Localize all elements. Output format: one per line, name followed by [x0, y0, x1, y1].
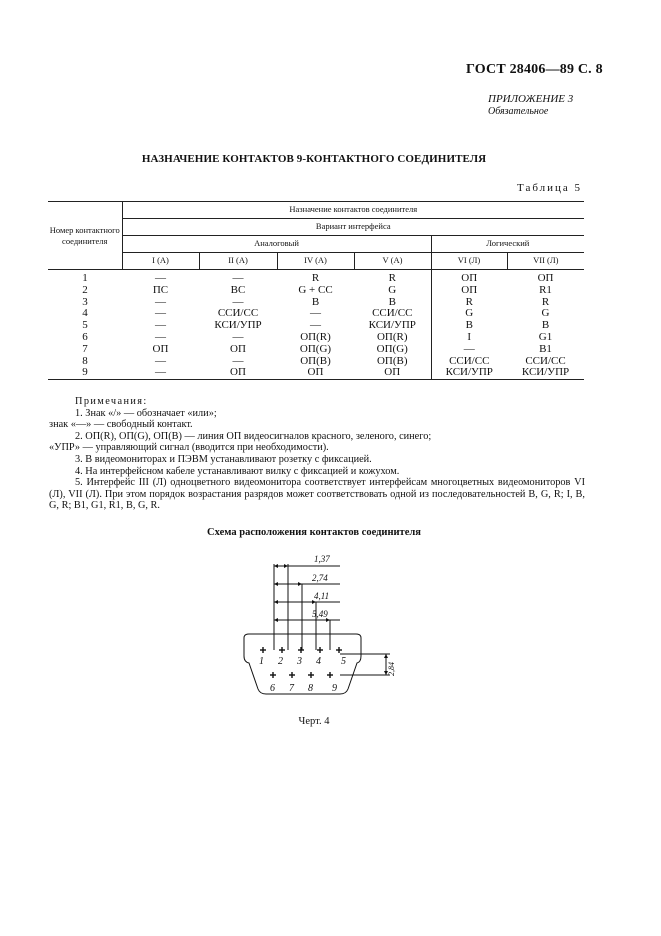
- dim-label: 1,37: [314, 554, 330, 564]
- table-cell: R1: [539, 283, 552, 296]
- table-cell: R: [541, 295, 550, 308]
- dim-label: 4,11: [314, 591, 330, 601]
- pin-label: 5: [341, 656, 346, 667]
- table-cell: ССИ/СС: [525, 354, 566, 367]
- table-row: [48, 344, 584, 356]
- row-spacing-label: 2,84: [387, 662, 396, 676]
- contact-number: 1: [82, 272, 88, 284]
- table-cell: ОП(R): [300, 330, 331, 343]
- note-line: 2. ОП(R), ОП(G), ОП(B) — линия ОП видеосигналов красного, зеленого, синего;: [75, 430, 432, 442]
- table-cell: G + CC: [298, 283, 333, 296]
- table-cell: ССИ/СС: [372, 307, 413, 320]
- table-cell: ОП: [431, 285, 507, 297]
- column-header: I (А): [122, 253, 199, 270]
- scheme-title: Схема расположения контактов соединителя: [207, 527, 421, 538]
- table-cell: ССИ/СС: [217, 307, 259, 320]
- table-cell: B: [541, 319, 550, 332]
- table-cell: ОП: [230, 342, 246, 355]
- table-cell: —: [431, 344, 507, 356]
- pin-label: 2: [278, 656, 283, 667]
- table-cell: —: [232, 272, 244, 284]
- logic-header: Логический: [431, 236, 584, 253]
- connector-diagram: [230, 550, 410, 710]
- table-cell: —: [155, 307, 166, 320]
- appendix-label: ПРИЛОЖЕНИЕ 3: [488, 93, 574, 105]
- pin-label: 7: [289, 683, 294, 694]
- analog-header: Аналоговый: [122, 236, 431, 253]
- table-cell: КСИ/УПР: [507, 367, 584, 379]
- table-cell: —: [155, 272, 166, 284]
- table-cell: B1: [539, 342, 552, 355]
- table-cell: G: [431, 308, 507, 320]
- contact-number: 6: [82, 330, 88, 343]
- contact-number: 4: [82, 307, 88, 320]
- appendix-status: Обязательное: [488, 106, 549, 117]
- pin-label: 3: [297, 656, 302, 667]
- table-cell: ОП(B): [376, 354, 408, 367]
- table-cell: ОП(G): [376, 342, 408, 355]
- note-line: «УПР» — управляющий сигнал (вводится при необходимости).: [49, 442, 329, 454]
- contact-number: 7: [82, 342, 88, 355]
- table-row: [48, 332, 584, 344]
- table-cell: КСИ/УПР: [214, 319, 262, 332]
- table-cell: —: [122, 367, 199, 379]
- table-cell: КСИ/УПР: [431, 367, 507, 379]
- table-cell: ОП: [199, 367, 277, 379]
- note-line: знак «—» — свободный контакт.: [49, 419, 193, 431]
- table-cell: —: [155, 319, 166, 332]
- pin-label: 1: [259, 656, 264, 667]
- table-cell: ССИ/СС: [431, 356, 507, 368]
- table-cell: —: [232, 295, 244, 308]
- table-cell: ОП(R): [376, 330, 408, 343]
- note-line: 4. На интерфейсном кабеле устанавливают вилку с фиксацией и кожухом.: [75, 465, 400, 477]
- table-cell: B: [388, 295, 396, 308]
- page-reference: ГОСТ 28406—89 С. 8: [466, 62, 603, 77]
- contact-number: 2: [82, 283, 88, 296]
- table-cell: ОП(B): [300, 354, 331, 367]
- dim-label: 2,74: [312, 573, 328, 583]
- column-header: V (А): [354, 253, 431, 270]
- note-line: [49, 477, 585, 512]
- note-line: 3. В видеомониторах и ПЭВМ устанавливают розетку с фиксацией.: [75, 453, 372, 465]
- figure-caption: Черт. 4: [298, 716, 330, 727]
- table-cell: —: [155, 354, 166, 367]
- table-cell: —: [310, 319, 321, 332]
- pin-label: 8: [308, 683, 313, 694]
- column-header: IV (А): [277, 253, 354, 270]
- column-header: VI (Л): [431, 253, 507, 270]
- section-title: НАЗНАЧЕНИЕ КОНТАКТОВ 9-КОНТАКТНОГО СОЕДИНИТЕЛЯ: [141, 153, 487, 165]
- table-row: [48, 367, 584, 379]
- table-cell: КСИ/УПР: [368, 319, 416, 332]
- row-number-header: Номер контактного соединителя: [48, 202, 122, 270]
- contacts-table: [48, 201, 584, 380]
- table-cell: —: [232, 354, 244, 367]
- table-cell: ОП(G): [299, 342, 332, 355]
- table-cell: ОП: [431, 270, 507, 285]
- contact-number: 8: [82, 354, 88, 367]
- table-label: Таблица 5: [517, 182, 583, 194]
- table-cell: ОП: [277, 367, 354, 379]
- table-cell: B: [431, 320, 507, 332]
- table-cell: —: [232, 330, 244, 343]
- table-cell: R: [431, 297, 507, 309]
- pin-label: 6: [270, 683, 275, 694]
- table-cell: —: [155, 330, 166, 343]
- table-cell: R: [311, 272, 320, 284]
- table-cell: G1: [538, 330, 553, 343]
- contact-number: 5: [82, 319, 88, 332]
- table-cell: ПС: [152, 283, 169, 296]
- table-cell: ВС: [230, 283, 246, 296]
- table-cell: ОП: [537, 272, 554, 284]
- table-cell: —: [155, 295, 166, 308]
- table-row: [48, 285, 584, 297]
- table-cell: B: [311, 295, 320, 308]
- contact-number: 9: [48, 367, 122, 379]
- table-cell: G: [388, 283, 397, 296]
- column-header: II (А): [199, 253, 277, 270]
- table-cell: ОП: [354, 367, 431, 379]
- table-cell: I: [431, 332, 507, 344]
- table-row: [48, 270, 584, 285]
- table-cell: ОП: [152, 342, 169, 355]
- pin-label: 4: [316, 656, 321, 667]
- group-header: Назначение контактов соединителя: [122, 202, 584, 219]
- contact-number: 3: [82, 295, 88, 308]
- table-cell: R: [388, 272, 396, 284]
- table-cell: —: [310, 307, 321, 320]
- note-line: 1. Знак «/» — обозначает «или»;: [75, 407, 217, 419]
- column-header: VII (Л): [507, 253, 584, 270]
- notes-block: [49, 396, 585, 512]
- note-5-text: 5. Интерфейс III (Л) одноцветного видеомонитора соответствует интерфейсам многоцветных видеомониторов VI (Л), VII (Л). При этом порядок возрастания разрядов может соответствовать одной из последовательностей B, G, R; I, B, G, R; B1, G1, R1, B, G, R.: [49, 477, 585, 512]
- table-cell: G: [541, 307, 550, 320]
- notes-title: Примечания:: [75, 396, 148, 407]
- dim-label: 5,49: [312, 609, 328, 619]
- variant-header: Вариант интерфейса: [122, 219, 584, 236]
- pin-label: 9: [332, 683, 337, 694]
